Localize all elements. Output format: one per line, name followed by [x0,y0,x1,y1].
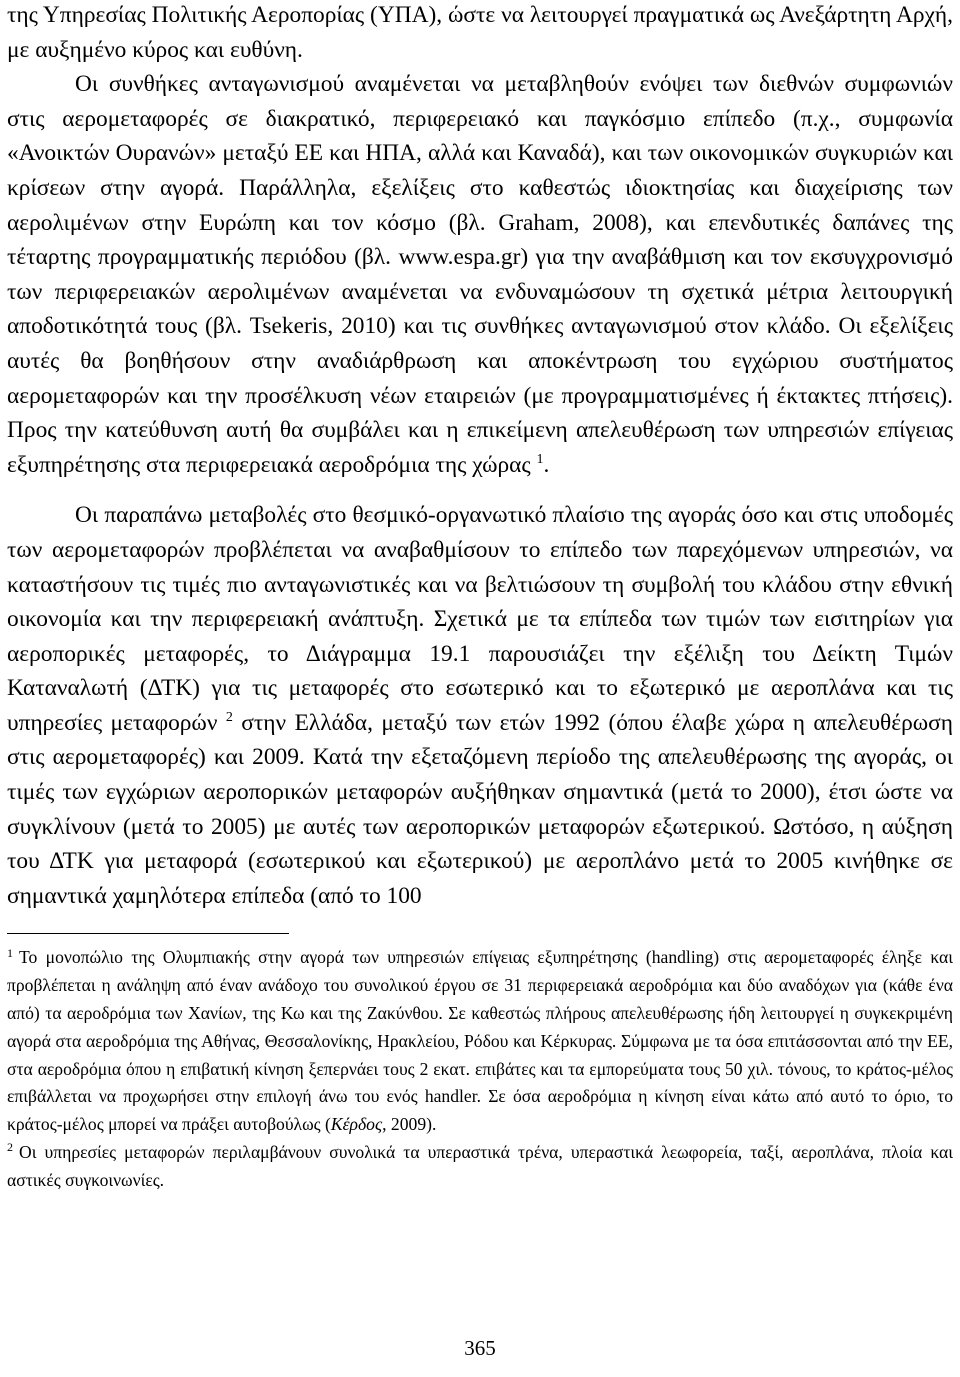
paragraph-1 [7,0,953,67]
footnote-1-text-b: , 2009). [382,1114,437,1135]
paragraph-2-tail: . [543,451,550,478]
footnote-1-source: Κέρδος [330,1114,383,1135]
page-number: 365 [464,1336,496,1360]
paragraph-3-text-a: Οι παραπάνω μεταβολές στο θεσμικό-οργανωτικό πλαίσιο της αγοράς όσο και στις υποδομές των αερομεταφορών προβλέπεται να αναβαθμίσουν το επίπεδο των παρεχόμενων υπηρεσιών, να καταστήσουν τις τιμές πιο ανταγωνιστικές και να βελτιώσουν τη συμβολή του κλάδου στην εθνική οικονομία και την περιφερειακή ανάπτυξη. Σχετικά με τα επίπεδα των τιμών των εισιτηρίων για αεροπορικές μεταφορές, το Διάγραμμα 19.1 παρουσιάζει την εξέλιξη του Δείκτη Τιμών Καταναλωτή (ΔΤΚ) για τις μεταφορές στο εσωτερικό και το εξωτερικό με αεροπλάνα και τις υπηρεσίες μεταφορών [7,502,953,736]
footnote-2-mark: 2 [7,1140,13,1155]
footnote-ref-2[interactable]: 2 [225,710,233,726]
footnote-2-text: Οι υπηρεσίες μεταφορών περιλαμβάνουν συνολικά τα υπεραστικά τρένα, υπεραστικά λεωφορεία, ταξί, αεροπλάνα, πλοία και αστικές συγκοινωνίες. [7,1142,953,1190]
paragraph-3 [7,498,953,913]
paragraph-1-text: της Υπηρεσίας Πολιτικής Αεροπορίας (ΥΠΑ), ώστε να λειτουργεί πραγματικά ως Ανεξάρτητη Αρχή, με αυξημένο κύρος και ευθύνη. [7,2,953,63]
footnote-2 [7,1139,953,1195]
paragraph-3-text-b: στην Ελλάδα, μεταξύ των ετών 1992 (όπου έλαβε χώρα η απελευθέρωση στις αερομεταφορές) και 2009. Κατά την εξεταζόμενη περίοδο της απελευθέρωσης της αγοράς, οι τιμές των εγχώριων αεροπορικών μεταφορών αυξήθηκαν σημαντικά (μετά το 2000), έτσι ώστε να συγκλίνουν (μετά το 2005) με αυτές των αεροπορικών μεταφορών εξωτερικού. Ωστόσο, η αύξηση του ΔΤΚ για μεταφορά (εσωτερικού και εξωτερικού) με αεροπλάνο μετά το 2005 κινήθηκε σε σημαντικά χαμηλότερα επίπεδα (από το 100 [7,709,953,909]
footnote-1 [7,944,953,1139]
document-page [7,0,953,1195]
footnote-separator [7,933,289,934]
footnote-1-mark: 1 [7,945,13,960]
footnote-1-text-a: Το μονοπώλιο της Ολυμπιακής στην αγορά των υπηρεσιών επίγειας εξυπηρέτησης (handling) στις αερομεταφορές έληξε και προβλέπεται η ανάληψη από έναν ανάδοχο του συνολικού έργου σε 31 περιφερειακά αεροδρόμια και δύο αναδόχων για (κάθε ένα από) τα αεροδρόμια των Χανίων, της Κω και της Ζακύνθου. Σε καθεστώς πλήρους απελευθέρωσης ήδη λειτουργεί η συγκεκριμένη αγορά στα αεροδρόμια της Αθήνας, Θεσσαλονίκης, Ηρακλείου, Ρόδου και Κέρκυρας. Σύμφωνα με τα όσα επιτάσσονται από την ΕΕ, στα αεροδρόμια όπου η επιβατική κίνηση ξεπερνάει τους 2 εκατ. επιβάτες και τα εμπορεύματα τους 50 χιλ. τόνους, το κράτος-μέλος επιβάλλεται να προχωρήσει στην επιλογή άνω του ενός handler. Σε όσα αεροδρόμια η κίνηση είναι κάτω από αυτό το όριο, το κράτος-μέλος μπορεί να πράξει αυτοβούλως ( [7,947,953,1135]
footnote-ref-1[interactable]: 1 [536,451,544,467]
paragraph-2 [7,67,953,482]
paragraph-2-text: Οι συνθήκες ανταγωνισμού αναμένεται να μεταβληθούν ενόψει των διεθνών συμφωνιών στις αερομεταφορές σε διακρατικό, περιφερειακό και παγκόσμιο επίπεδο (π.χ., συμφωνία «Ανοικτών Ουρανών» μεταξύ ΕΕ και ΗΠΑ, αλλά και Καναδά), και των οικονομικών συγκυριών και κρίσεων στην αγορά. Παράλληλα, εξελίξεις στο καθεστώς ιδιοκτησίας και διαχείρισης των αερολιμένων στην Ευρώπη και τον κόσμο (βλ. Graham, 2008), και επενδυτικές δαπάνες της τέταρτης προγραμματικής περιόδου (βλ. www.espa.gr) για την αναβάθμιση και τον εκσυγχρονισμό των περιφερειακών αερολιμένων αναμένεται να ενδυναμώσουν τη σχετικά μέτρια λειτουργική αποδοτικότητά τους (βλ. Tsekeris, 2010) και τις συνθήκες ανταγωνισμού στον κλάδο. Οι εξελίξεις αυτές θα βοηθήσουν στην αναδιάρθρωση και αποκέντρωση του εγχώριου συστήματος αερομεταφορών και την προσέλκυση νέων εταιρειών (με προγραμματισμένες ή έκτακτες πτήσεις). Προς την κατεύθυνση αυτή θα συμβάλει και η επικείμενη απελευθέρωση των υπηρεσιών επίγειας εξυπηρέτησης στα περιφερειακά αεροδρόμια της χώρας [7,71,953,478]
